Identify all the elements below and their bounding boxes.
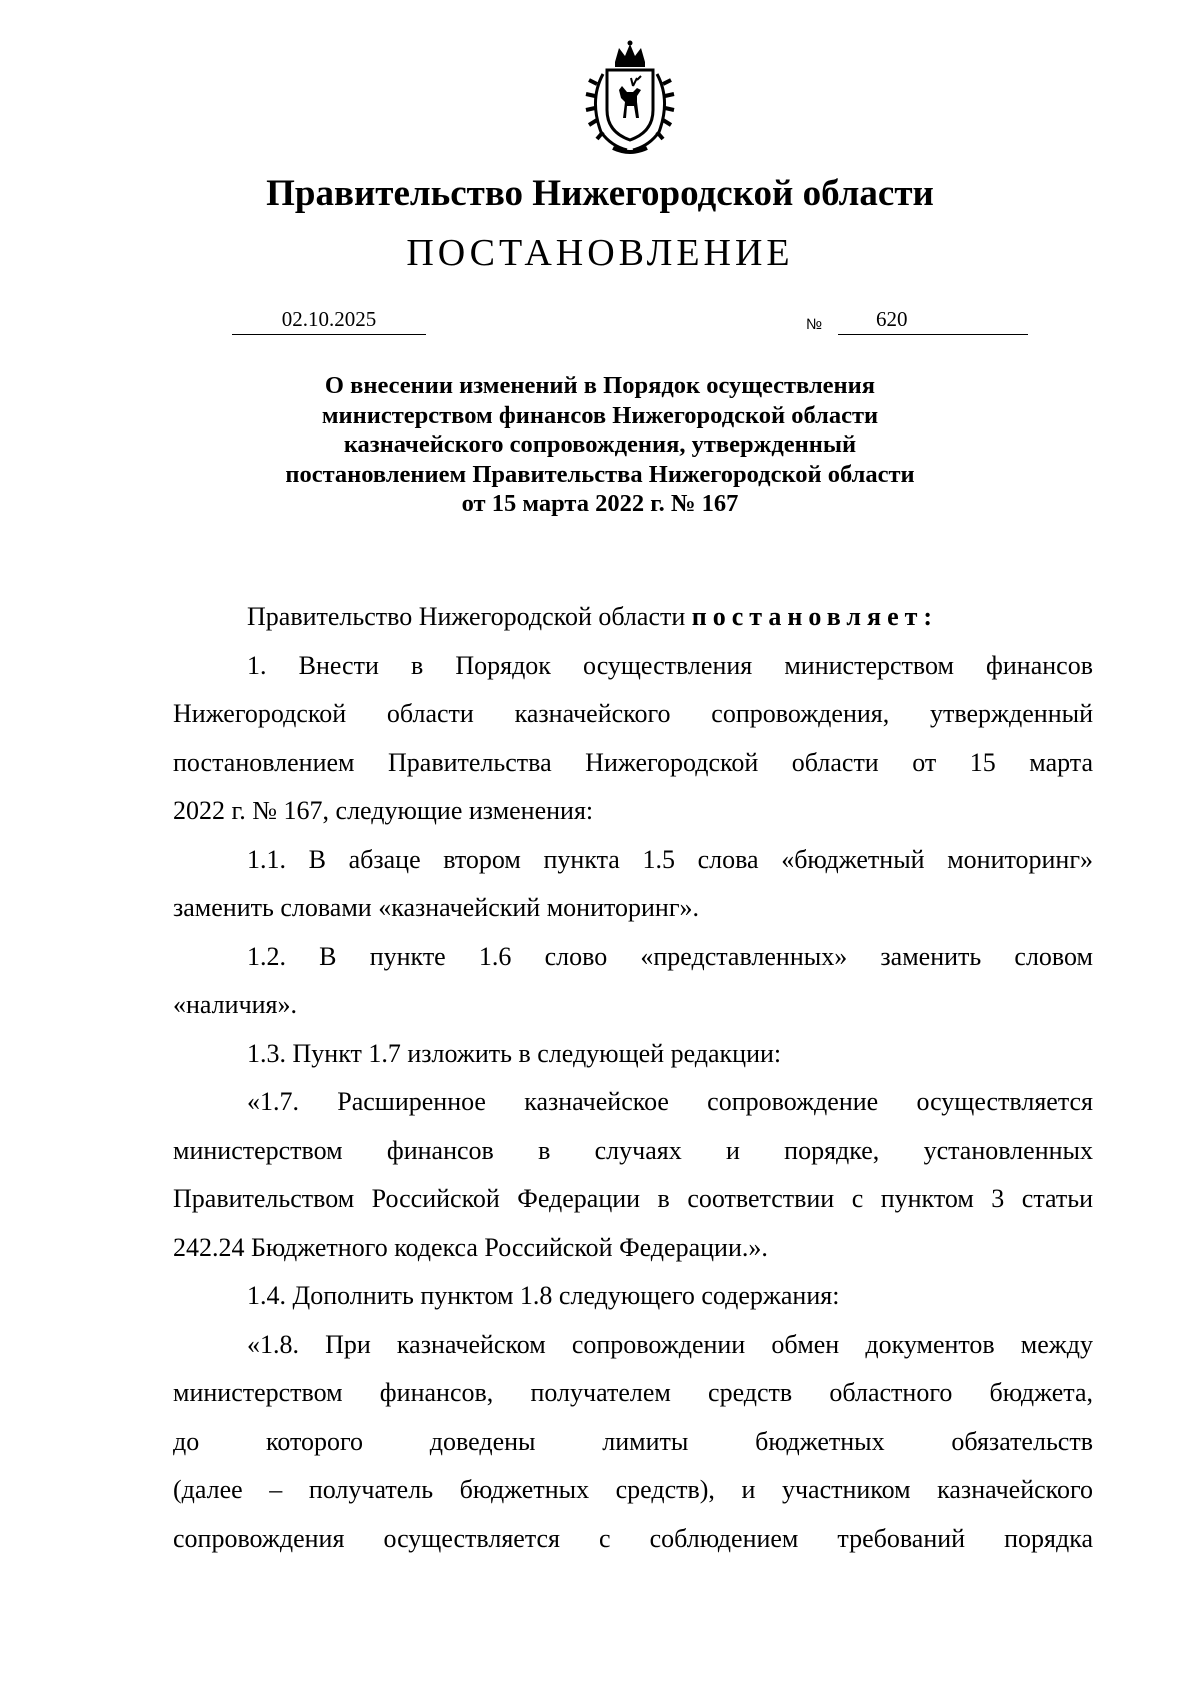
subject-line: от 15 марта 2022 г. № 167 <box>461 490 739 518</box>
document-body <box>173 593 1093 1563</box>
subject-line: постановлением Правительства Нижегородской области <box>285 460 915 488</box>
body-line: 1.4. Дополнить пунктом 1.8 следующего содержания: <box>247 1281 840 1310</box>
document-type-heading: ПОСТАНОВЛЕНИЕ <box>406 232 794 274</box>
body-line: 242.24 Бюджетного кодекса Российской Федерации.». <box>173 1232 768 1262</box>
subject-line: О внесении изменений в Порядок осуществления <box>324 372 876 399</box>
body-line: заменить словами «казначейский мониторинг». <box>173 893 699 922</box>
preamble-verb: постановляет: <box>691 602 939 631</box>
document-number-field <box>838 304 1028 335</box>
body-line: «наличия». <box>173 990 298 1019</box>
document-subject <box>250 371 950 519</box>
body-line: 1.3. Пункт 1.7 изложить в следующей редакции: <box>247 1038 782 1068</box>
coat-of-arms-icon <box>575 40 685 158</box>
body-line: 2022 г. № 167, следующие изменения: <box>173 796 594 825</box>
body-line: министерством финансов, получателем средств областного бюджета, <box>173 1378 1093 1407</box>
subject-line: министерством финансов Нижегородской области <box>321 401 879 429</box>
body-line: до которого доведены лимиты бюджетных обязательств <box>173 1426 1093 1456</box>
body-line: 1. Внести в Порядок осуществления министерством финансов <box>247 650 1093 680</box>
preamble-text: Правительство Нижегородской области <box>247 602 686 631</box>
body-line: постановлением Правительства Нижегородской области от 15 марта <box>173 747 1093 777</box>
subject-line: казначейского сопровождения, утвержденный <box>343 431 857 459</box>
document-date: 02.10.2025 <box>232 304 426 335</box>
body-line: «1.7. Расширенное казначейское сопровождение осуществляется <box>247 1087 1093 1116</box>
body-line: 1.1. В абзаце втором пункта 1.5 слова «бюджетный мониторинг» <box>247 844 1093 874</box>
body-line: «1.8. При казначейском сопровождении обмен документов между <box>247 1329 1093 1359</box>
preamble <box>173 593 1093 642</box>
body-line: 1.2. В пункте 1.6 слово «представленных» заменить словом <box>247 941 1093 971</box>
body-line: (далее – получатель бюджетных средств), и участником казначейского <box>173 1475 1093 1504</box>
body-line: сопровождения осуществляется с соблюдением требований порядка <box>173 1523 1093 1553</box>
body-line: Правительством Российской Федерации в соответствии с пунктом 3 статьи <box>173 1184 1093 1213</box>
body-line: Нижегородской области казначейского сопровождения, утвержденный <box>173 699 1093 728</box>
number-label: № <box>806 316 823 333</box>
document-number: 620 <box>876 307 908 331</box>
government-title: Правительство Нижегородской области <box>266 173 934 214</box>
body-line: министерством финансов в случаях и порядке, установленных <box>173 1135 1093 1165</box>
